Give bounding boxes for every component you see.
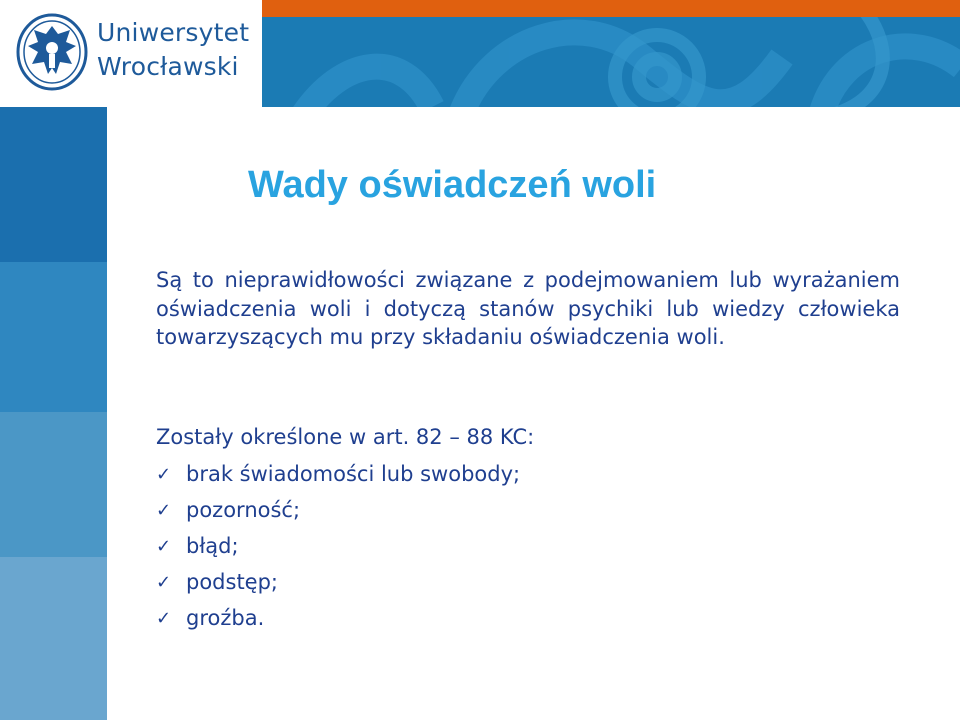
sidebar-band-3 — [0, 412, 107, 557]
list-item — [156, 564, 520, 600]
list-item-label: brak świadomości lub swobody; — [186, 462, 521, 486]
list-item — [156, 600, 520, 636]
logo-text-line1: Uniwersytet — [97, 18, 250, 47]
checkmark-icon: ✓ — [156, 499, 172, 521]
checkmark-icon: ✓ — [156, 571, 172, 593]
university-crest-icon — [14, 12, 90, 92]
left-sidebar-bands — [0, 107, 107, 720]
header-orange-strip — [262, 0, 960, 17]
list-item — [156, 456, 520, 492]
list-item — [156, 528, 520, 564]
definition-paragraph: Są to nieprawidłowości związane z podejmowaniem lub wyrażaniem oświadczenia woli i dotyczą stanów psychiki lub wiedzy człowieka towarzyszących mu przy składaniu oświadczenia woli. — [156, 268, 900, 349]
list-item-label: podstęp; — [186, 570, 279, 594]
list-item-label: pozorność; — [186, 498, 301, 522]
checkmark-icon: ✓ — [156, 463, 172, 485]
list-intro: Zostały określone w art. 82 – 88 KC: — [156, 425, 535, 449]
list-item-label: błąd; — [186, 534, 239, 558]
decorative-swirl-graphic — [262, 17, 960, 107]
sidebar-band-2 — [0, 262, 107, 412]
checkmark-icon: ✓ — [156, 535, 172, 557]
sidebar-band-1 — [0, 107, 107, 262]
checkmark-icon: ✓ — [156, 607, 172, 629]
defects-list — [156, 456, 520, 636]
list-item — [156, 492, 520, 528]
list-item-label: groźba. — [186, 606, 265, 630]
university-logo — [0, 0, 262, 107]
sidebar-band-4 — [0, 557, 107, 720]
slide-title: Wady oświadczeń woli — [248, 164, 657, 206]
logo-text-line2: Wrocławski — [97, 52, 239, 81]
slide-header — [0, 0, 960, 107]
